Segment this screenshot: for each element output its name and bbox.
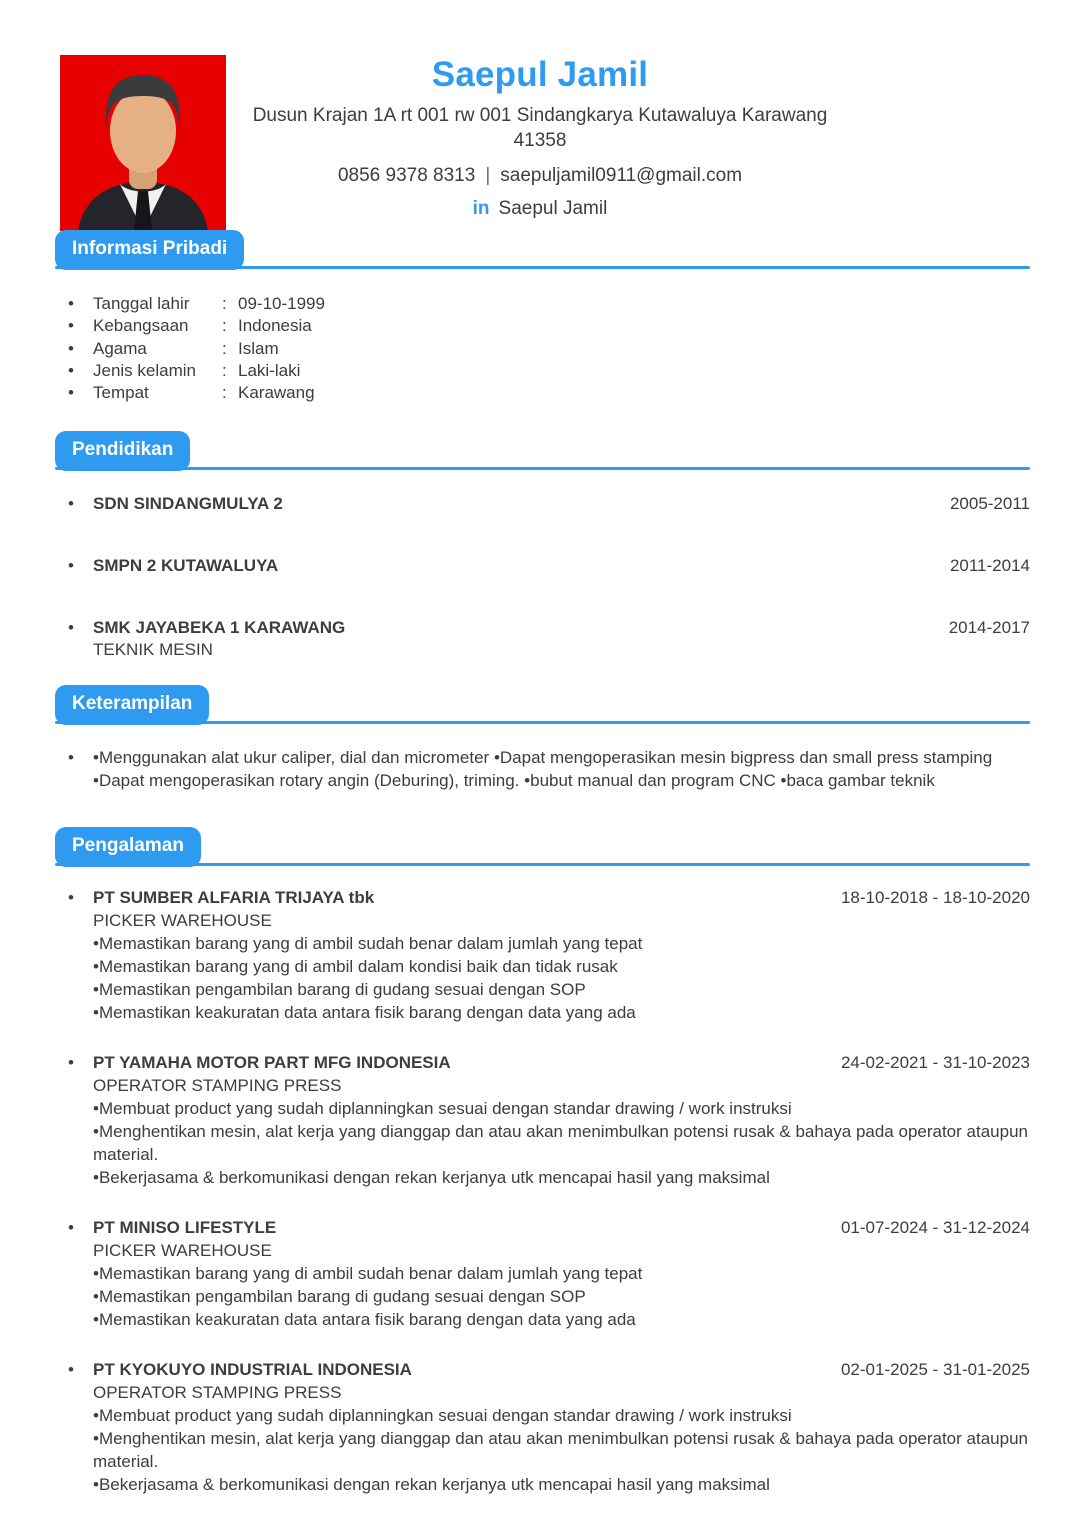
address-line-1: Dusun Krajan 1A rt 001 rw 001 Sindangkarya Kutawaluya Karawang <box>252 105 828 126</box>
section-header <box>55 230 1030 271</box>
job-duty: •Memastikan barang yang di ambil dalam kondisi baik dan tidak rusak <box>93 957 618 977</box>
personal-info-list <box>55 293 1030 404</box>
experience-period: 01-07-2024 - 31-12-2024 <box>840 1218 1030 1238</box>
job-duty: •Membuat product yang sudah diplanningkan sesuai dengan standar drawing / work instruksi <box>93 1099 792 1119</box>
job-duty: •Memastikan barang yang di ambil sudah benar dalam jumlah yang tepat <box>93 1264 643 1284</box>
section-title-tab: Pengalaman <box>55 827 201 867</box>
experience-item <box>55 1217 1030 1331</box>
job-title: OPERATOR STAMPING PRESS <box>93 1383 342 1403</box>
experience-period: 18-10-2018 - 18-10-2020 <box>840 888 1030 908</box>
education-item <box>55 617 1030 660</box>
school-major: TEKNIK MESIN <box>93 640 213 660</box>
education-item <box>55 493 1030 514</box>
linkedin-item[interactable] <box>230 197 850 221</box>
education-item <box>55 555 1030 576</box>
skills-item <box>55 746 1030 792</box>
job-duty: •Memastikan pengambilan barang di gudang sesuai dengan SOP <box>93 1287 586 1307</box>
experience-item <box>55 1359 1030 1496</box>
list-item: • Jenis kelamin : Laki-laki <box>55 360 1030 382</box>
section-experience <box>55 827 1030 1496</box>
education-period: 2014-2017 <box>948 618 1030 638</box>
job-title: PICKER WAREHOUSE <box>93 1241 272 1261</box>
address-line-2: 41358 <box>513 130 567 151</box>
list-item: • Agama : Islam <box>55 338 1030 360</box>
job-duty: •Memastikan barang yang di ambil sudah benar dalam jumlah yang tepat <box>93 934 643 954</box>
company-name: • PT KYOKUYO INDUSTRIAL INDONESIA <box>93 1360 412 1380</box>
job-duty: •Memastikan keakuratan data antara fisik barang dengan data yang ada <box>93 1003 636 1023</box>
person-name: Saepul Jamil <box>431 55 649 94</box>
phone-number: 0856 9378 8313 <box>337 165 476 186</box>
job-duty: •Memastikan pengambilan barang di gudang sesuai dengan SOP <box>93 980 586 1000</box>
job-duty: •Memastikan keakuratan data antara fisik barang dengan data yang ada <box>93 1310 636 1330</box>
list-item: • Kebangsaan : Indonesia <box>55 315 1030 337</box>
section-personal-info <box>55 230 1030 404</box>
list-item: • Tanggal lahir : 09-10-1999 <box>55 293 1030 315</box>
linkedin-name: Saepul Jamil <box>498 198 608 219</box>
section-education <box>55 431 1030 660</box>
job-duty: •Bekerjasama & berkomunikasi dengan rekan kerjanya utk mencapai hasil yang maksimal <box>93 1168 770 1188</box>
experience-list <box>55 887 1030 1496</box>
education-list <box>55 493 1030 660</box>
section-header <box>55 685 1030 726</box>
contact-separator: | <box>485 165 491 186</box>
school-name: • SMK JAYABEKA 1 KARAWANG <box>93 618 346 638</box>
education-period: 2005-2011 <box>949 494 1030 514</box>
section-title-tab: Informasi Pribadi <box>55 230 244 270</box>
job-duty: •Menghentikan mesin, alat kerja yang dianggap dan atau akan menimbulkan potensi rusak & bahaya pada operator ataupun material. <box>93 1429 1028 1472</box>
sections <box>0 230 1080 1496</box>
company-name: • PT SUMBER ALFARIA TRIJAYA tbk <box>93 888 375 908</box>
linkedin-icon: in <box>472 198 490 219</box>
header <box>0 0 1080 230</box>
section-title-tab: Keterampilan <box>55 685 209 725</box>
company-name: • PT YAMAHA MOTOR PART MFG INDONESIA <box>93 1053 451 1073</box>
section-header <box>55 827 1030 868</box>
section-header <box>55 431 1030 472</box>
section-title-tab: Pendidikan <box>55 431 190 471</box>
job-duty: •Bekerjasama & berkomunikasi dengan rekan kerjanya utk mencapai hasil yang maksimal <box>93 1475 770 1495</box>
education-period: 2011-2014 <box>949 556 1030 576</box>
company-name: • PT MINISO LIFESTYLE <box>93 1218 277 1238</box>
experience-item <box>55 1052 1030 1189</box>
school-name: • SDN SINDANGMULYA 2 <box>93 494 283 514</box>
section-skills <box>55 685 1030 792</box>
job-duty: •Membuat product yang sudah diplanningkan sesuai dengan standar drawing / work instruksi <box>93 1406 792 1426</box>
job-title: OPERATOR STAMPING PRESS <box>93 1076 342 1096</box>
experience-period: 02-01-2025 - 31-01-2025 <box>840 1360 1030 1380</box>
email-address[interactable]: saepuljamil0911@gmail.com <box>500 165 743 186</box>
skills-text: • •Menggunakan alat ukur caliper, dial dan micrometer •Dapat mengoperasikan mesin bigpress dan small press stamping •Dapat mengoperasikan rotary angin (Deburing), triming. •bubut manual dan program CNC •baca gambar teknik <box>93 748 993 791</box>
experience-period: 24-02-2021 - 31-10-2023 <box>840 1053 1030 1073</box>
list-item: • Tempat : Karawang <box>55 382 1030 404</box>
profile-photo <box>60 55 226 231</box>
experience-item <box>55 887 1030 1024</box>
school-name: • SMPN 2 KUTAWALUYA <box>93 556 279 576</box>
contact-line <box>230 164 850 188</box>
job-duty: •Menghentikan mesin, alat kerja yang dianggap dan atau akan menimbulkan potensi rusak & bahaya pada operator ataupun material. <box>93 1122 1028 1165</box>
job-title: PICKER WAREHOUSE <box>93 911 272 931</box>
